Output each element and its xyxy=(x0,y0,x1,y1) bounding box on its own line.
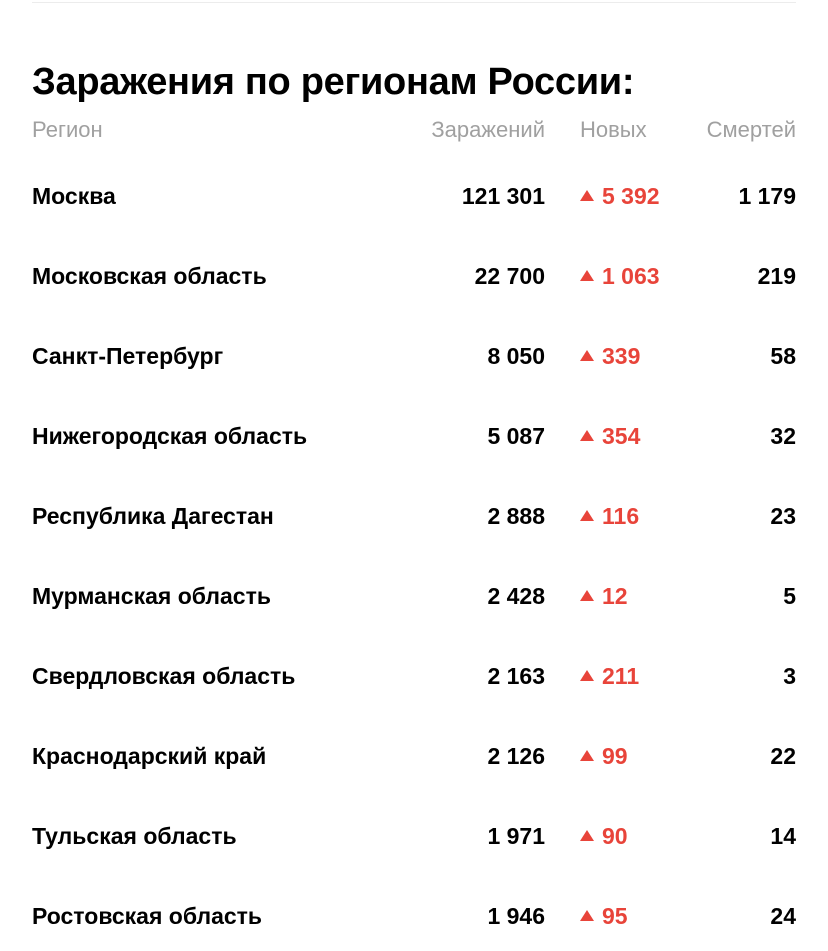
table-row xyxy=(32,870,796,950)
deaths-count: 3 xyxy=(783,663,796,689)
triangle-up-icon xyxy=(580,350,594,361)
region-name: Нижегородская область xyxy=(32,423,308,449)
triangle-up-icon xyxy=(580,830,594,841)
new-cases xyxy=(580,496,639,536)
header-infections: Заражений xyxy=(431,117,545,142)
triangle-up-icon xyxy=(580,670,594,681)
table-row xyxy=(32,790,796,870)
triangle-up-icon xyxy=(580,750,594,761)
new-cases xyxy=(580,576,628,616)
new-cases-value: 116 xyxy=(602,503,640,529)
table-row xyxy=(32,390,796,470)
new-cases-value: 99 xyxy=(602,743,628,769)
new-cases xyxy=(580,816,628,856)
region-name: Свердловская область xyxy=(32,663,296,689)
region-name: Мурманская область xyxy=(32,583,271,609)
deaths-count: 219 xyxy=(757,263,796,289)
table-row xyxy=(32,550,796,630)
new-cases xyxy=(580,736,628,776)
header-deaths: Смертей xyxy=(706,117,796,142)
regions-table xyxy=(32,110,796,950)
deaths-count: 32 xyxy=(770,423,796,449)
table-row xyxy=(32,230,796,310)
table-header xyxy=(32,110,796,150)
region-name: Ростовская область xyxy=(32,903,263,929)
new-cases-value: 354 xyxy=(602,423,641,449)
table-row xyxy=(32,630,796,710)
deaths-count: 24 xyxy=(770,903,796,929)
deaths-count: 23 xyxy=(770,503,796,529)
new-cases xyxy=(580,656,639,696)
region-name: Краснодарский край xyxy=(32,743,267,769)
infections-count: 2 428 xyxy=(487,583,545,609)
deaths-count: 5 xyxy=(783,583,796,609)
header-region: Регион xyxy=(32,117,103,142)
region-name: Москва xyxy=(32,183,116,209)
deaths-count: 1 179 xyxy=(738,183,796,209)
infections-count: 2 163 xyxy=(487,663,545,689)
infections-count: 121 301 xyxy=(461,183,545,209)
deaths-count: 58 xyxy=(770,343,796,369)
new-cases-value: 1 063 xyxy=(602,263,660,289)
top-divider xyxy=(32,2,796,3)
infections-count: 22 700 xyxy=(474,263,545,289)
region-name: Санкт-Петербург xyxy=(32,343,224,369)
triangle-up-icon xyxy=(580,510,594,521)
new-cases-value: 90 xyxy=(602,823,628,849)
infections-count: 2 888 xyxy=(487,503,545,529)
table-body xyxy=(32,150,796,950)
infections-count: 8 050 xyxy=(487,343,545,369)
new-cases xyxy=(580,336,640,376)
triangle-up-icon xyxy=(580,270,594,281)
table-row xyxy=(32,470,796,550)
new-cases xyxy=(580,416,640,456)
region-name: Московская область xyxy=(32,263,267,289)
new-cases xyxy=(580,896,628,936)
triangle-up-icon xyxy=(580,430,594,441)
infections-count: 1 946 xyxy=(487,903,545,929)
region-name: Тульская область xyxy=(32,823,237,849)
table-row xyxy=(32,710,796,790)
infections-count: 1 971 xyxy=(487,823,545,849)
triangle-up-icon xyxy=(580,590,594,601)
page-title: Заражения по регионам России: xyxy=(32,61,635,104)
new-cases-value: 339 xyxy=(602,343,641,369)
new-cases xyxy=(580,176,660,216)
deaths-count: 14 xyxy=(770,823,796,849)
new-cases-value: 12 xyxy=(602,583,628,609)
table-row xyxy=(32,150,796,230)
infections-count: 2 126 xyxy=(487,743,545,769)
region-name: Республика Дагестан xyxy=(32,503,274,529)
infections-count: 5 087 xyxy=(487,423,545,449)
deaths-count: 22 xyxy=(770,743,796,769)
triangle-up-icon xyxy=(580,910,594,921)
new-cases-value: 95 xyxy=(602,903,628,929)
header-new: Новых xyxy=(580,117,647,142)
new-cases-value: 5 392 xyxy=(602,183,660,209)
table-row xyxy=(32,310,796,390)
new-cases xyxy=(580,256,660,296)
triangle-up-icon xyxy=(580,190,594,201)
new-cases-value: 211 xyxy=(602,663,640,689)
